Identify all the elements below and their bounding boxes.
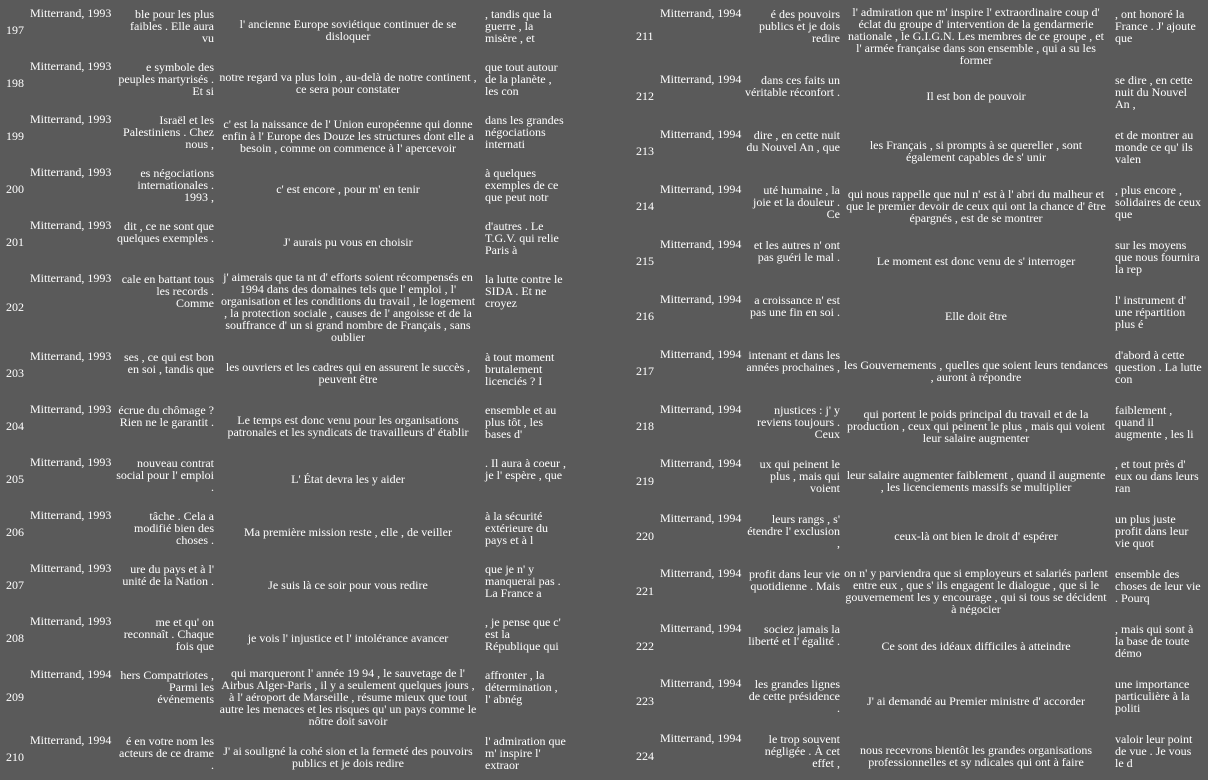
right-context: que tout autour de la planète , les con [485, 60, 558, 98]
left-context: leurs rangs , s' étendre l' exclusion , [747, 512, 840, 551]
left-context: hers Compatriotes , Parmi les événements [120, 668, 214, 706]
concordance-row [630, 176, 1208, 231]
row-author: Mitterrand, 1994 [660, 676, 742, 691]
left-context: profit dans leur vie quotidienne . Mais [749, 567, 840, 594]
right-context: et de montrer au monde ce qu' ils valen [1115, 127, 1194, 166]
row-number: 219 [636, 473, 654, 488]
row-number: 215 [636, 254, 654, 269]
right-context: à tout moment brutalement licenciés ? I [485, 350, 555, 388]
concordance-row [630, 560, 1208, 615]
concordance-row [630, 341, 1208, 396]
row-author: Mitterrand, 1994 [660, 6, 742, 20]
row-author: Mitterrand, 1994 [660, 126, 742, 141]
row-author: Mitterrand, 1994 [660, 181, 742, 196]
row-number: 208 [6, 630, 24, 645]
left-context: ux qui peinent le plus , mais qui voient [759, 457, 840, 496]
row-number: 203 [6, 365, 24, 380]
row-number: 221 [636, 583, 654, 598]
left-context: njustices : j' y reviens toujours . Ceux [757, 402, 840, 441]
keyword-segment: Ce sont des idéaux difficiles à atteindre [881, 638, 1071, 653]
row-author: Mitterrand, 1993 [30, 349, 112, 363]
right-context: l' admiration que m' inspire l' extraor [485, 734, 566, 772]
row-author: Mitterrand, 1993 [30, 165, 112, 179]
right-context: ensemble et au plus tôt , les bases d' [485, 403, 557, 441]
concordance-row [630, 231, 1208, 286]
row-number: 223 [636, 693, 654, 708]
right-context: affronter , la détermination , l' abnég [485, 668, 558, 706]
row-number: 202 [6, 300, 24, 314]
keyword-segment: nous recevrons bientôt les grandes organisations professionnelles et sy ndicales qui ont à faire [859, 742, 1093, 769]
left-context: e symbole des peuples martyrisés . Et si [118, 60, 214, 98]
concordance-row [0, 159, 630, 212]
row-number: 211 [636, 29, 654, 43]
keyword-segment: c' est encore , pour m' en tenir [276, 181, 420, 196]
row-number: 197 [6, 22, 24, 37]
left-context: uté humaine , la joie et la douleur . Ce [753, 182, 840, 221]
row-author: Mitterrand, 1993 [30, 508, 112, 522]
row-author: Mitterrand, 1994 [30, 667, 112, 681]
right-context: , et tout près d' eux ou dans leurs ran [1115, 457, 1199, 496]
concordance-row [0, 555, 630, 608]
left-context: dit , ce ne sont que quelques exemples . [117, 219, 214, 245]
concordance-row [630, 615, 1208, 670]
left-context: ble pour les plus faibles . Elle aura vu [130, 7, 214, 45]
keyword-segment: Ma première mission reste , elle , de veiller [244, 524, 452, 539]
row-author: Mitterrand, 1993 [30, 218, 112, 232]
keyword-segment: c' est la naissance de l' Union européenne qui donne enfin à l' Europe des Douze les structures dont elle a besoin , comme on commence à l' apercevoir [222, 116, 474, 155]
right-context: un plus juste profit dans leur vie quot [1115, 512, 1189, 551]
concordance-row [630, 505, 1208, 560]
concordance-row [0, 53, 630, 106]
keyword-segment: Le temps est donc venu pour les organisations patronales et les syndicats de travailleurs d' établir [227, 412, 469, 439]
row-number: 224 [636, 748, 654, 763]
row-number: 210 [6, 749, 24, 764]
row-number: 214 [636, 199, 654, 214]
right-context: se dire , en cette nuit du Nouvel An , [1115, 73, 1193, 111]
keyword-segment: Elle doit être [945, 309, 1007, 324]
left-context: le trop souvent négligée . À cet effet , [764, 732, 840, 771]
keyword-segment: qui marqueront l' année 19 94 , le sauvetage de l' Airbus Alger-Paris , il y a seulement quelques jours , à l' aéroport de Marseille , résume mieux que tout autre les menaces et les risques qu' un pays comme le nôtre doit savoir [219, 667, 477, 727]
left-context: les grandes lignes de cette présidence . [748, 677, 840, 716]
row-number: 200 [6, 181, 24, 196]
row-number: 213 [636, 144, 654, 159]
row-author: Mitterrand, 1994 [660, 236, 742, 251]
row-author: Mitterrand, 1994 [660, 621, 742, 636]
keyword-segment: leur salaire augmenter faiblement , quand il augmente , les licenciements massifs se multiplier [846, 467, 1106, 494]
row-author: Mitterrand, 1993 [30, 59, 112, 73]
keyword-segment: je vois l' injustice et l' intolérance avancer [247, 630, 449, 645]
left-context: tâche . Cela a modifié bien des choses . [134, 509, 214, 547]
row-number: 207 [6, 577, 24, 592]
concordance-row [630, 121, 1208, 176]
right-context: à la sécurité extérieure du pays et à l [485, 509, 548, 547]
right-context: l' instrument d' une répartition plus é [1115, 292, 1186, 331]
row-author: Mitterrand, 1994 [660, 511, 742, 526]
left-context: Israël et les Palestiniens . Chez nous , [123, 113, 214, 151]
left-context: me et qu' on reconnaît . Chaque fois que [123, 615, 214, 653]
left-context: nouveau contrat social pour l' emploi . [116, 456, 214, 494]
right-context: , mais qui sont à la base de toute démo [1115, 622, 1194, 661]
left-context: et les autres n' ont pas guéri le mal . [753, 237, 840, 264]
concordance-row [630, 286, 1208, 341]
keyword-segment: qui nous rappelle que nul n' est à l' abri du malheur et que le premier devoir de ceux qui ont la chance d' être épargnés , est de se montrer [846, 187, 1106, 226]
row-author: Mitterrand, 1993 [30, 112, 112, 126]
concordance-row [0, 661, 630, 727]
keyword-segment: ceux-là ont bien le droit d' espérer [894, 528, 1058, 543]
right-context: d'autres . Le T.G.V. qui relie Paris à [485, 219, 559, 257]
keyword-segment: les ouvriers et les cadres qui en assurent le succès , peuvent être [225, 359, 471, 386]
left-context: cale en battant tous les records . Comme [121, 272, 214, 310]
keyword-segment: J' ai souligné la cohé sion et la fermeté des pouvoirs publics et je dois redire [223, 743, 473, 770]
row-number: 218 [636, 418, 654, 433]
row-author: Mitterrand, 1994 [660, 456, 742, 471]
concordance-row [0, 727, 630, 780]
concordance-row [630, 670, 1208, 725]
concordance-row [0, 0, 630, 53]
concordance-row [0, 502, 630, 555]
concordance-row [0, 608, 630, 661]
right-context: sur les moyens que nous fournira la rep [1115, 237, 1200, 276]
keyword-segment: Je suis là ce soir pour vous redire [268, 577, 428, 592]
row-author: Mitterrand, 1993 [30, 6, 112, 20]
right-context: , ont honoré la France . J' ajoute que [1115, 7, 1196, 45]
right-context: d'abord à cette question . La lutte con [1115, 347, 1202, 386]
row-author: Mitterrand, 1994 [660, 401, 742, 416]
concordance-row [0, 212, 630, 265]
keyword-segment: j' aimerais que ta nt d' efforts soient récompensés en 1994 dans des domaines tels que l' emploi , l' organisation et les conditions du travail , le logement , la protection sociale , causes de l' angoisse et de la souffrance d' un si grand nombre de Français , sans oublier [220, 271, 476, 343]
row-author: Mitterrand, 1994 [660, 346, 742, 361]
keyword-segment: qui portent le poids principal du travail et de la production , ceux qui peinent le plus , mais qui voient leur salaire augmenter [847, 406, 1105, 445]
keyword-segment: L' État devra les y aider [291, 471, 405, 486]
row-number: 217 [636, 364, 654, 379]
concordance-row [630, 396, 1208, 451]
left-context: intenant et dans les années prochaines , [746, 347, 840, 374]
concordance-row [630, 0, 1208, 66]
row-number: 216 [636, 309, 654, 324]
right-context: . Il aura à coeur , je l' espère , que [485, 456, 566, 482]
concordance-column-right [630, 0, 1208, 780]
row-number: 201 [6, 234, 24, 249]
row-author: Mitterrand, 1994 [660, 291, 742, 306]
left-context: a croissance n' est pas une fin en soi . [750, 292, 840, 319]
left-context: es négociations internationales . 1993 , [137, 166, 214, 204]
concordance-row [0, 343, 630, 396]
concordance-row [0, 449, 630, 502]
row-author: Mitterrand, 1993 [30, 402, 112, 416]
keyword-segment: Il est bon de pouvoir [926, 89, 1026, 104]
keyword-segment: on n' y parviendra que si employeurs et salariés parlent entre eux , que s' ils engagent le dialogue , que si le gouvernement les y encourage , qui si tous se décident à négocier [844, 566, 1108, 616]
row-number: 205 [6, 471, 24, 486]
row-number: 209 [6, 690, 24, 704]
concordance-row [630, 450, 1208, 505]
concordance-row [0, 265, 630, 343]
keyword-segment: l' ancienne Europe soviétique continuer de se disloquer [239, 16, 457, 43]
keyword-segment: les Gouvernements , quelles que soient leurs tendances , auront à répondre [844, 358, 1108, 385]
row-number: 204 [6, 418, 24, 433]
concordance-row [630, 66, 1208, 121]
right-context: dans les grandes négociations internati [485, 113, 564, 151]
row-author: Mitterrand, 1993 [30, 561, 112, 575]
left-context: dans ces faits un véritable réconfort . [745, 73, 840, 99]
left-context: ure du pays et à l' unité de la Nation . [122, 562, 214, 588]
row-number: 220 [636, 528, 654, 543]
keyword-segment: J' ai demandé au Premier ministre d' accorder [867, 693, 1085, 708]
row-number: 206 [6, 524, 24, 539]
right-context: , tandis que la guerre , la misère , et [485, 7, 552, 45]
concordance-row [0, 396, 630, 449]
left-context: é en votre nom les acteurs de ce drame . [119, 734, 214, 772]
right-context: faiblement , quand il augmente , les li [1115, 402, 1194, 441]
left-context: sociez jamais la liberté et l' égalité . [748, 622, 840, 649]
row-author: Mitterrand, 1994 [30, 733, 112, 747]
row-number: 222 [636, 638, 654, 653]
right-context: à quelques exemples de ce que peut notr [485, 166, 559, 204]
left-context: écrue du chômage ? Rien ne le garantit . [118, 403, 214, 429]
right-context: la lutte contre le SIDA . Et ne croyez [485, 272, 563, 310]
row-author: Mitterrand, 1993 [30, 455, 112, 469]
keyword-segment: les Français , si prompts à se quereller , sont également capables de s' unir [869, 138, 1083, 165]
left-context: é des pouvoirs publics et je dois redire [759, 7, 840, 45]
row-author: Mitterrand, 1994 [660, 566, 742, 581]
concordance-row [630, 725, 1208, 780]
right-context: , plus encore , solidaires de ceux que [1115, 182, 1201, 221]
keyword-segment: Le moment est donc venu de s' interroger [876, 254, 1076, 269]
keyword-segment: notre regard va plus loin , au-delà de notre continent , ce sera pour constater [219, 69, 477, 96]
row-author: Mitterrand, 1993 [30, 271, 112, 285]
left-context: dire , en cette nuit du Nouvel An , que [746, 127, 840, 154]
concordance-row [0, 106, 630, 159]
right-context: , je pense que c' est la République qui [485, 615, 561, 653]
row-number: 199 [6, 128, 24, 143]
right-context: une importance particulière à la politi [1115, 677, 1190, 716]
right-context: ensemble des choses de leur vie . Pourq [1115, 567, 1201, 606]
row-number: 198 [6, 75, 24, 90]
keyword-segment: l' admiration que m' inspire l' extraordinaire coup d' éclat du groupe d' intervention de la gendarmerie nationale , le G.I.G.N. Les membres de ce groupe , et l' armée française dans son ensemble , qui a su les former [848, 6, 1104, 66]
row-number: 212 [636, 89, 654, 104]
keyword-segment: J' aurais pu vous en choisir [283, 234, 413, 249]
right-context: valoir leur point de vue . Je vous le d [1115, 732, 1193, 771]
row-author: Mitterrand, 1994 [660, 731, 742, 746]
left-context: ses , ce qui est bon en soi , tandis que [124, 350, 214, 376]
row-author: Mitterrand, 1994 [660, 72, 742, 86]
row-author: Mitterrand, 1993 [30, 614, 112, 628]
right-context: que je n' y manquerai pas . La France a [485, 562, 561, 600]
